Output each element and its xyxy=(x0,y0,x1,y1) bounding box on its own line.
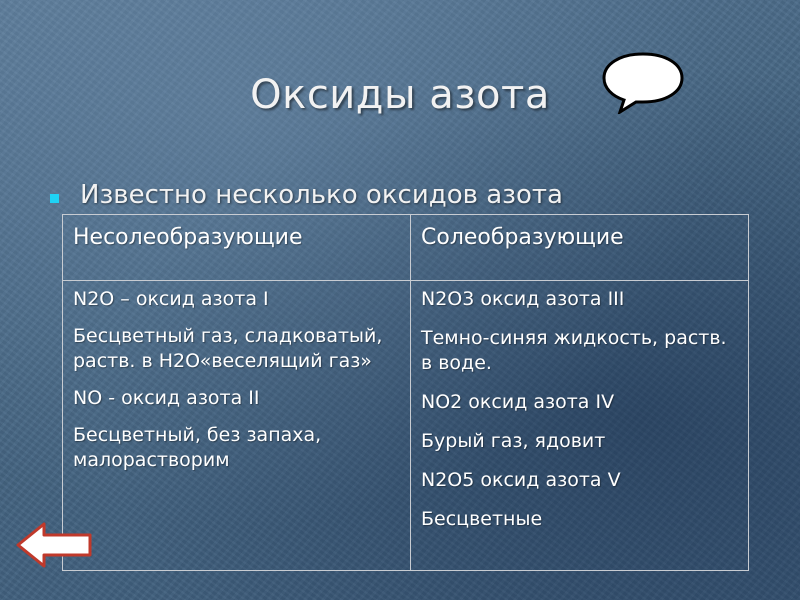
slide-title-text: Оксиды азота xyxy=(250,72,550,118)
list-item: N2O3 оксид азота III xyxy=(421,288,625,310)
bullet-text: Известно несколько оксидов азота xyxy=(80,180,563,210)
list-item: N2O – оксид азота I xyxy=(73,288,269,310)
oxides-table xyxy=(62,214,749,571)
speech-bubble-icon[interactable] xyxy=(598,50,688,114)
list-item: Бесцветный газ, сладковатый, раств. в H2O«веселящий газ» xyxy=(73,325,383,372)
list-item: N2O5 оксид азота V xyxy=(421,469,621,491)
list-item: Бесцветные xyxy=(421,508,543,530)
bullet-marker xyxy=(50,194,59,203)
list-item: NO - оксид азота II xyxy=(73,387,260,409)
list-item: Бесцветный, без запаха, малорастворим xyxy=(73,424,322,471)
left-cell xyxy=(63,281,411,571)
arrow-left-icon[interactable] xyxy=(14,520,94,570)
list-item: Бурый газ, ядовит xyxy=(421,430,606,452)
list-item: Темно-синяя жидкость, раств. в воде. xyxy=(421,327,727,374)
right-cell xyxy=(411,281,749,571)
header-salt-forming: Солеобразующие xyxy=(411,215,749,281)
table-row xyxy=(63,281,749,571)
header-non-salt-forming: Несолеобразующие xyxy=(63,215,411,281)
list-item: NO2 оксид азота IV xyxy=(421,391,615,413)
table-header-row xyxy=(63,215,749,281)
